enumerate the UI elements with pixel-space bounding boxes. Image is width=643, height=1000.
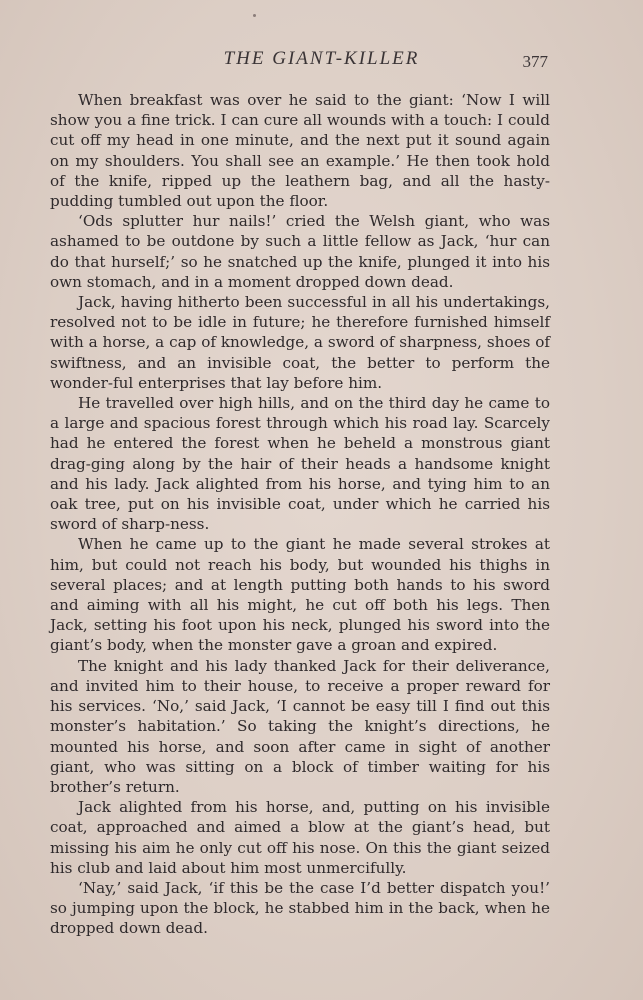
running-title: THE GIANT-KILLER [223, 48, 420, 69]
paragraph: ‘Ods splutter hur nails!’ cried the Welsh giant, who was ashamed to be outdone by such a little fellow as Jack, ‘hur can do that hurself;’ so he snatched up the knife, plunged it into his own stomach, and in a moment dropped down dead. [50, 212, 550, 291]
body-text [50, 90, 550, 939]
page-number: 377 [522, 52, 548, 71]
paragraph: ‘Nay,’ said Jack, ‘if this be the case I’d better dispatch you!’ so jumping upon the block, he stabbed him in the back, when he dropped down dead. [50, 878, 550, 938]
paragraph: The knight and his lady thanked Jack for their deliverance, and invited him to their house, to receive a proper reward for his services. ‘No,’ said Jack, ‘I cannot be easy till I find out this monster’s habitation.’ So taking the knight’s directions, he mounted his horse, and soon after came in sight of another giant, who was sitting on a block of timber waiting for his brother’s return. [50, 656, 550, 796]
paragraph: Jack, having hitherto been successful in all his undertakings, resolved not to be idle in future; he therefore furnished himself with a horse, a cap of knowledge, a sword of sharpness, shoes of swiftness, and an invisible coat, the better to perform the wonder-ful enterprises that lay before him. [50, 293, 550, 392]
ink-speck [253, 14, 256, 17]
paragraph: He travelled over high hills, and on the third day he came to a large and spacious forest through which his road lay. Scarcely had he entered the forest when he beheld a monstrous giant drag-ging along by the hair of their heads a handsome knight and his lady. Jack alighted from his horse, and tying him to an oak tree, put on his invisible coat, under which he carried his sword of sharp-ness. [50, 394, 550, 534]
paragraph: When he came up to the giant he made several strokes at him, but could not reach his body, but wounded his thighs in several places; and at length putting both hands to his sword and aiming with all his might, he cut off both his legs. Then Jack, setting his foot upon his neck, plunged his sword into the giant’s body, when the monster gave a groan and expired. [50, 535, 550, 655]
paragraph: Jack alighted from his horse, and, putting on his invisible coat, approached and aimed a blow at the giant’s head, but missing his aim he only cut off his nose. On this the giant seized his club and laid about him most unmercifully. [50, 798, 550, 877]
paragraph: When breakfast was over he said to the giant: ‘Now I will show you a fine trick. I can cure all wounds with a touch: I could cut off my head in one minute, and the next put it sound again on my shoulders. You shall see an example.’ He then took hold of the knife, ripped up the leathern bag, and all the hasty-pudding tumbled out upon the floor. [50, 91, 550, 211]
